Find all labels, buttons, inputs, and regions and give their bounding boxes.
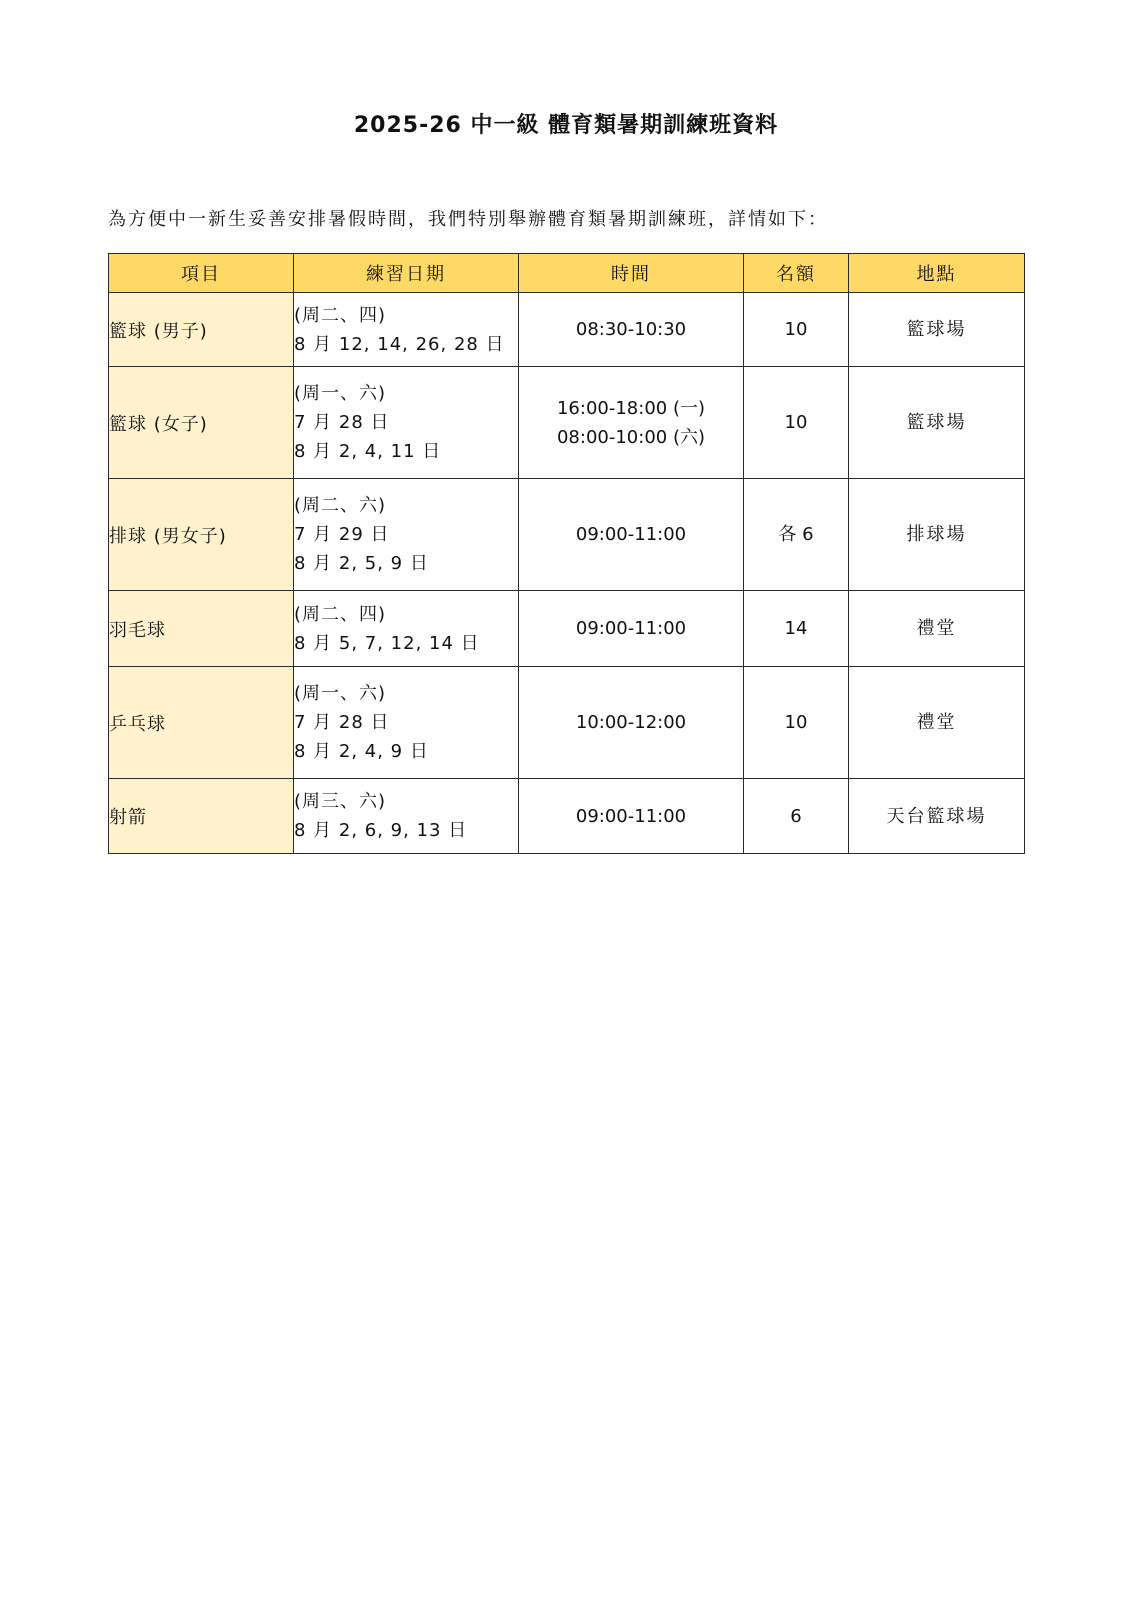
item-cell: 射箭 (109, 779, 294, 854)
quota-cell: 10 (744, 293, 849, 367)
table-row (109, 591, 1025, 667)
time-line: 08:30-10:30 (575, 319, 687, 340)
dates-line: 8 月 2, 4, 11 日 (294, 441, 442, 462)
header-item: 項目 (109, 254, 294, 293)
dates-cell (294, 667, 519, 779)
dates-line: (周三、六) (294, 791, 387, 812)
header-quota: 名額 (744, 254, 849, 293)
item-cell: 排球 (男女子) (109, 479, 294, 591)
dates-cell (294, 591, 519, 667)
time-line: 09:00-11:00 (575, 524, 687, 545)
quota-cell: 10 (744, 367, 849, 479)
dates-line: 8 月 2, 4, 9 日 (294, 741, 429, 762)
venue-cell: 天台籃球場 (849, 779, 1025, 854)
dates-line: 8 月 2, 5, 9 日 (294, 553, 429, 574)
quota-cell: 6 (744, 779, 849, 854)
dates-line: (周一、六) (294, 683, 387, 704)
item-cell: 乒乓球 (109, 667, 294, 779)
dates-line: 7 月 28 日 (294, 412, 390, 433)
dates-line: (周二、六) (294, 495, 387, 516)
table-row (109, 479, 1025, 591)
dates-cell (294, 479, 519, 591)
venue-cell: 禮堂 (849, 591, 1025, 667)
time-line: 08:00-10:00 (六) (556, 426, 705, 448)
item-cell: 籃球 (男子) (109, 293, 294, 367)
table-header-row (109, 254, 1025, 293)
time-cell (519, 591, 744, 667)
dates-line: 8 月 12, 14, 26, 28 日 (294, 333, 505, 355)
intro-text: 為方便中一新生妥善安排暑假時間，我們特別舉辦體育類暑期訓練班，詳情如下： (108, 209, 828, 230)
dates-line: (周二、四) (294, 304, 387, 326)
dates-cell (294, 293, 519, 367)
header-venue: 地點 (849, 254, 1025, 293)
header-time: 時間 (519, 254, 744, 293)
time-line: 09:00-11:00 (575, 805, 687, 827)
dates-line: 8 月 2, 6, 9, 13 日 (294, 820, 468, 841)
time-line: 10:00-12:00 (575, 712, 687, 733)
dates-cell (294, 779, 519, 854)
dates-cell (294, 367, 519, 479)
venue-cell: 籃球場 (849, 293, 1025, 367)
item-cell: 羽毛球 (109, 591, 294, 667)
training-schedule-table (108, 253, 1025, 854)
venue-cell: 排球場 (849, 479, 1025, 591)
time-cell (519, 779, 744, 854)
table-row (109, 293, 1025, 367)
time-line: 09:00-11:00 (575, 618, 687, 639)
item-cell: 籃球 (女子) (109, 367, 294, 479)
venue-cell: 籃球場 (849, 367, 1025, 479)
quota-cell: 10 (744, 667, 849, 779)
dates-line: (周一、六) (294, 383, 387, 404)
venue-cell: 禮堂 (849, 667, 1025, 779)
table-row (109, 779, 1025, 854)
dates-line: 7 月 28 日 (294, 712, 390, 733)
table-row (109, 367, 1025, 479)
dates-line: 8 月 5, 7, 12, 14 日 (294, 632, 480, 654)
quota-cell: 14 (744, 591, 849, 667)
dates-line: 7 月 29 日 (294, 524, 390, 545)
table-row (109, 667, 1025, 779)
quota-cell: 各 6 (744, 479, 849, 591)
header-dates: 練習日期 (294, 254, 519, 293)
page-title: 2025-26 中一級 體育類暑期訓練班資料 (353, 113, 779, 138)
time-line: 16:00-18:00 (一) (556, 397, 705, 419)
time-cell (519, 293, 744, 367)
time-cell (519, 479, 744, 591)
time-cell (519, 667, 744, 779)
dates-line: (周二、四) (294, 603, 387, 625)
time-cell (519, 367, 744, 479)
